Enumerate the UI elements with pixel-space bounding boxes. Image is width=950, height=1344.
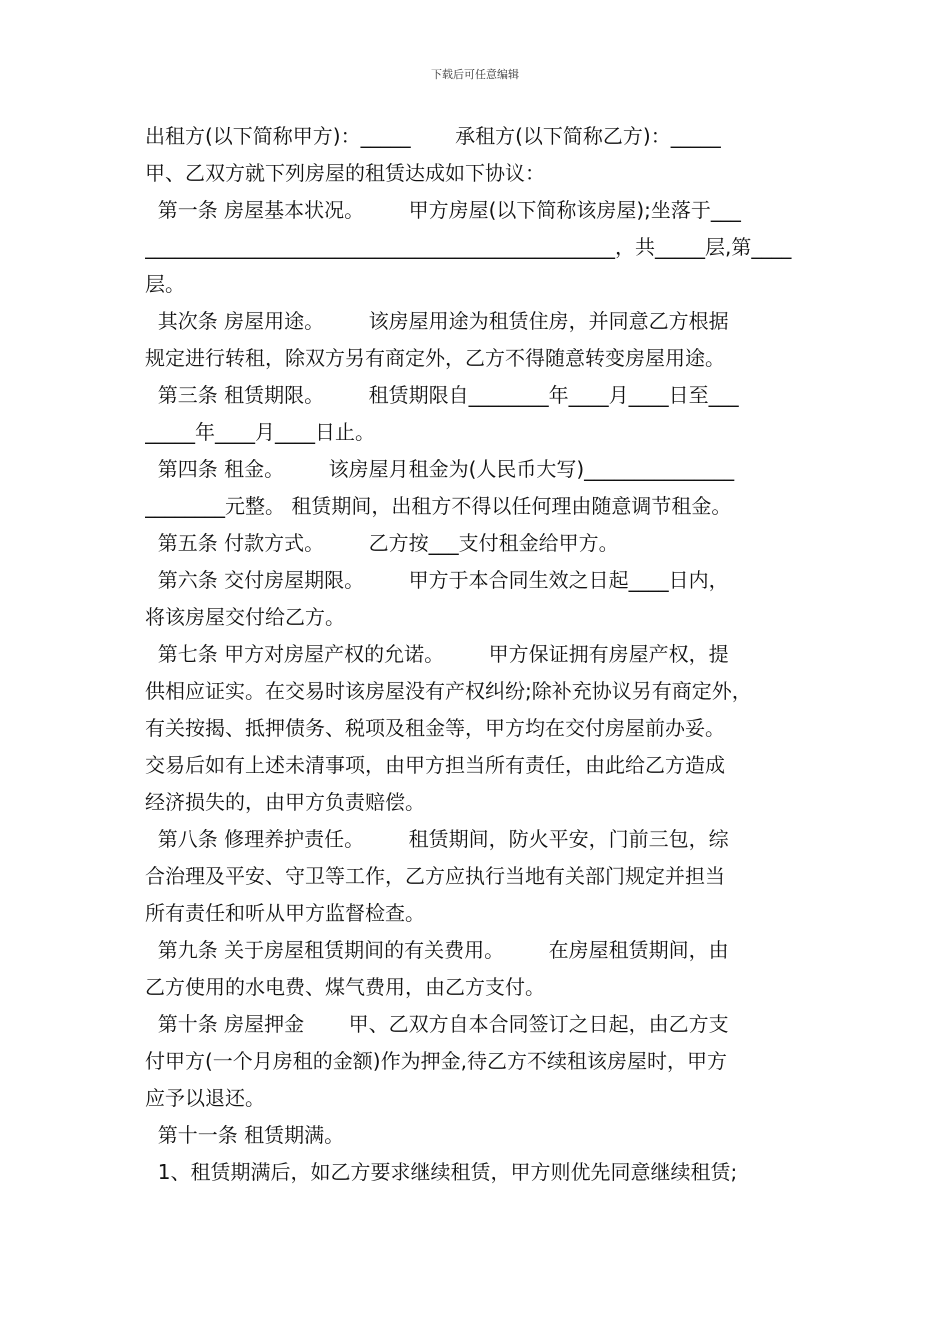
text-line: 将该房屋交付给乙方。 — [145, 605, 345, 629]
text-line: 第一条 房屋基本状况。 甲方房屋(以下简称该房屋);坐落于___ — [145, 198, 741, 222]
text-line: 出租方(以下简称甲方)：_____ 承租方(以下简称乙方)：_____ — [145, 124, 721, 148]
text-line: 其次条 房屋用途。 该房屋用途为租赁住房，并同意乙方根据 — [145, 309, 729, 333]
text-line: 应予以退还。 — [145, 1086, 265, 1110]
text-line: 规定进行转租，除双方另有商定外，乙方不得随意转变房屋用途。 — [145, 346, 725, 370]
text-line: 第九条 关于房屋租赁期间的有关费用。 在房屋租赁期间，由 — [145, 938, 729, 962]
text-line: 供相应证实。在交易时该房屋没有产权纠纷;除补充协议另有商定外， — [145, 679, 752, 703]
text-line: 付甲方(一个月房租的金额)作为押金,待乙方不续租该房屋时，甲方 — [145, 1049, 727, 1073]
text-line: 经济损失的，由甲方负责赔偿。 — [145, 790, 425, 814]
text-line: 第十一条 租赁期满。 — [145, 1123, 345, 1147]
text-line: 第七条 甲方对房屋产权的允诺。 甲方保证拥有房屋产权，提 — [145, 642, 729, 666]
header-note: 下载后可任意编辑 — [431, 68, 519, 81]
text-line: 1、租赁期满后，如乙方要求继续租赁，甲方则优先同意继续租赁; — [145, 1160, 738, 1184]
text-line: _____年____月____日止。 — [145, 420, 375, 444]
text-line: 第四条 租金。 该房屋月租金为(人民币大写)_______________ — [145, 457, 735, 481]
text-line: 层。 — [145, 272, 185, 296]
text-line: _______________________________________________，共_____层,第____ — [145, 235, 792, 259]
text-line: ________元整。 租赁期间，出租方不得以任何理由随意调节租金。 — [145, 494, 732, 518]
text-line: 交易后如有上述未清事项，由甲方担当所有责任，由此给乙方造成 — [145, 753, 725, 777]
text-line: 第五条 付款方式。 乙方按___支付租金给甲方。 — [145, 531, 619, 555]
text-line: 甲、乙双方就下列房屋的租赁达成如下协议： — [145, 161, 545, 185]
text-line: 所有责任和听从甲方监督检查。 — [145, 901, 425, 925]
text-line: 乙方使用的水电费、煤气费用，由乙方支付。 — [145, 975, 545, 999]
text-line: 第六条 交付房屋期限。 甲方于本合同生效之日起____日内， — [145, 568, 729, 592]
text-line: 有关按揭、抵押债务、税项及租金等，甲方均在交付房屋前办妥。 — [145, 716, 725, 740]
text-line: 第三条 租赁期限。 租赁期限自________年____月____日至___ — [145, 383, 739, 407]
text-line: 第十条 房屋押金 甲、乙双方自本合同签订之日起，由乙方支 — [145, 1012, 729, 1036]
text-line: 合治理及平安、守卫等工作，乙方应执行当地有关部门规定并担当 — [145, 864, 725, 888]
contract-body — [145, 118, 807, 1191]
text-line: 第八条 修理养护责任。 租赁期间，防火平安，门前三包，综 — [145, 827, 729, 851]
